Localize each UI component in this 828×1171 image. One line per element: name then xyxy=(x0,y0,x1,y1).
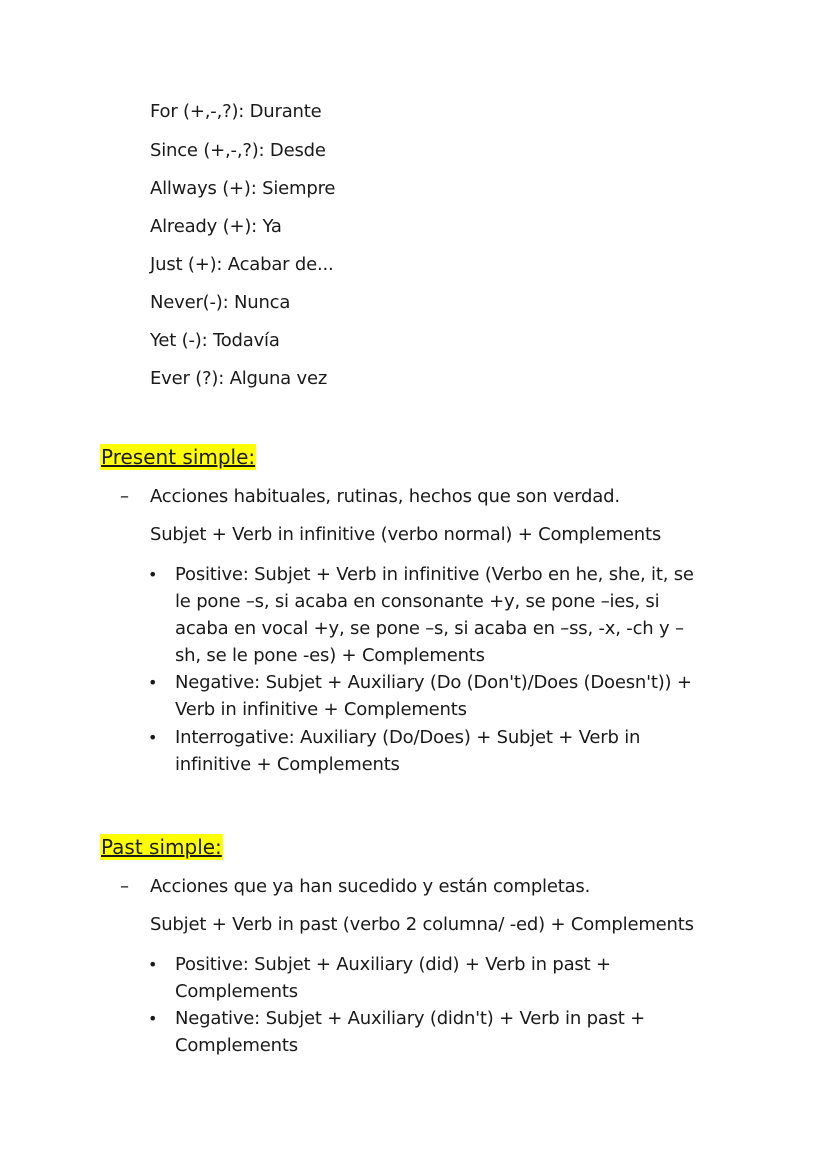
bullet-line: le pone –s, si acaba en consonante +y, se pone –ies, si xyxy=(175,591,660,612)
adverb-item: Already (+): Ya xyxy=(150,216,282,237)
bullet-line: Verb in infinitive + Complements xyxy=(175,699,467,720)
adverb-item: Ever (?): Alguna vez xyxy=(150,368,328,389)
bullet-marker: • xyxy=(148,955,158,974)
section-heading: Past simple: xyxy=(101,835,222,859)
adverb-item: Since (+,-,?): Desde xyxy=(150,140,326,161)
section-description: Acciones habituales, rutinas, hechos que son verdad. xyxy=(150,486,620,507)
bullet-line: Negative: Subjet + Auxiliary (didn't) + Verb in past + xyxy=(175,1008,646,1029)
bullet-line: infinitive + Complements xyxy=(175,754,400,775)
dash-marker: – xyxy=(120,486,129,507)
adverb-item: Just (+): Acabar de... xyxy=(150,254,334,275)
bullet-line: Positive: Subjet + Auxiliary (did) + Verb in past + xyxy=(175,954,611,975)
bullet-marker: • xyxy=(148,565,158,584)
bullet-line: sh, se le pone -es) + Complements xyxy=(175,645,485,666)
bullet-marker: • xyxy=(148,1009,158,1028)
adverb-item: Yet (-): Todavía xyxy=(150,330,280,351)
adverb-item: Allways (+): Siempre xyxy=(150,178,336,199)
bullet-line: acaba en vocal +y, se pone –s, si acaba en –ss, -x, -ch y – xyxy=(175,618,684,639)
section-formula: Subjet + Verb in past (verbo 2 columna/ -ed) + Complements xyxy=(150,914,694,935)
section-formula: Subjet + Verb in infinitive (verbo normal) + Complements xyxy=(150,524,662,545)
section-heading: Present simple: xyxy=(101,445,256,469)
bullet-line: Negative: Subjet + Auxiliary (Do (Don't)/Does (Doesn't)) + xyxy=(175,672,692,693)
bullet-line: Complements xyxy=(175,1035,298,1056)
section-description: Acciones que ya han sucedido y están completas. xyxy=(150,876,591,897)
adverb-item: For (+,-,?): Durante xyxy=(150,101,322,122)
bullet-marker: • xyxy=(148,673,158,692)
bullet-line: Positive: Subjet + Verb in infinitive (Verbo en he, she, it, se xyxy=(175,564,694,585)
bullet-marker: • xyxy=(148,728,158,747)
bullet-line: Complements xyxy=(175,981,298,1002)
dash-marker: – xyxy=(120,876,129,897)
adverb-item: Never(-): Nunca xyxy=(150,292,291,313)
bullet-line: Interrogative: Auxiliary (Do/Does) + Subjet + Verb in xyxy=(175,727,641,748)
